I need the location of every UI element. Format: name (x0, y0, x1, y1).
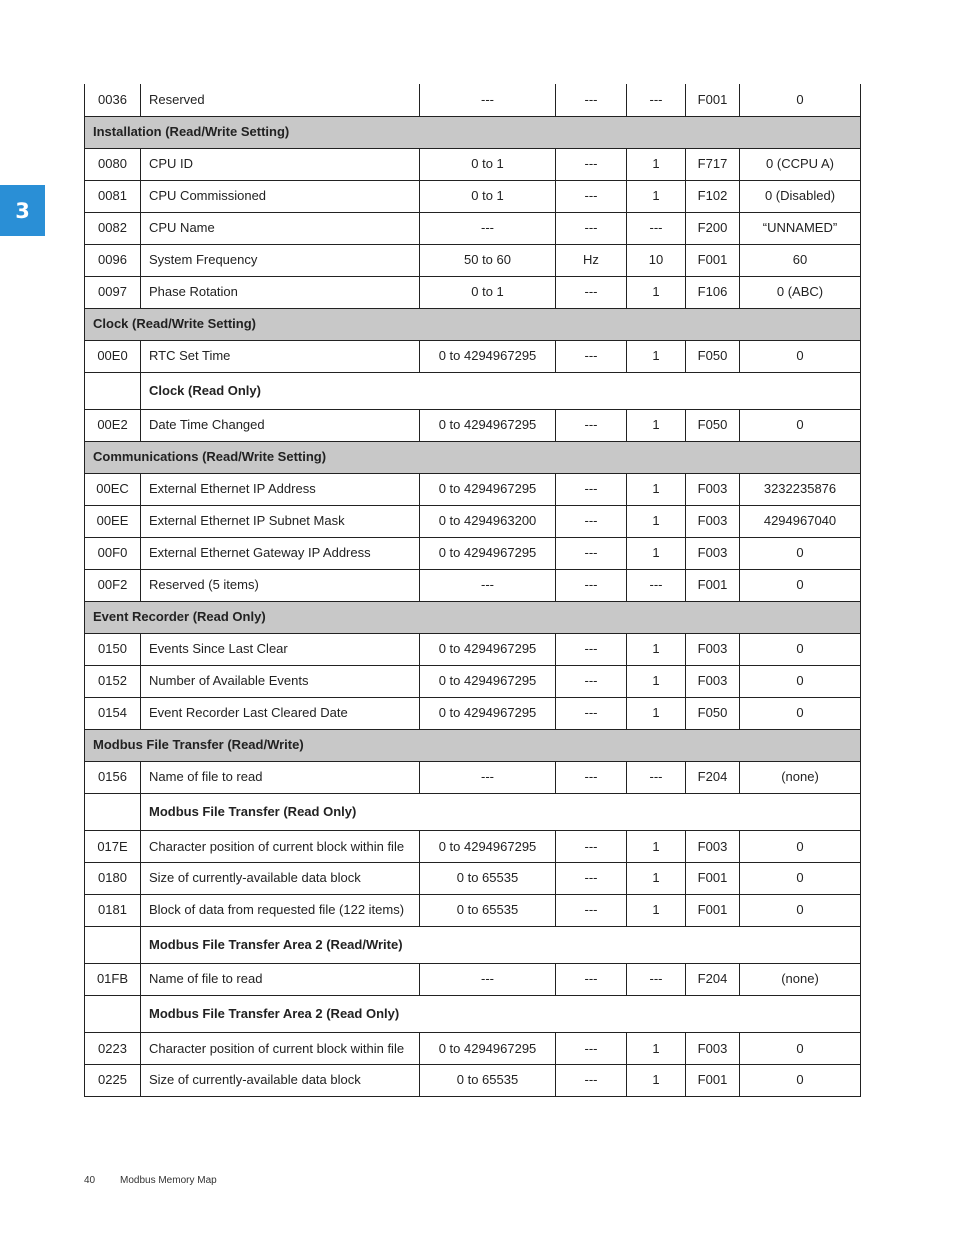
format-cell: F102 (686, 180, 740, 212)
range-cell: --- (420, 569, 556, 601)
format-cell: F001 (686, 244, 740, 276)
description-cell: Date Time Changed (141, 409, 420, 441)
default-cell: 0 (740, 537, 861, 569)
units-cell: --- (556, 84, 627, 116)
description-cell: System Frequency (141, 244, 420, 276)
format-cell: F003 (686, 473, 740, 505)
description-cell: Size of currently-available data block (141, 1064, 420, 1096)
default-cell: 0 (740, 697, 861, 729)
description-cell: CPU Commissioned (141, 180, 420, 212)
step-cell: 1 (627, 665, 686, 697)
table-row (85, 963, 861, 995)
table-row (85, 761, 861, 793)
table-row (85, 212, 861, 244)
table-row (85, 473, 861, 505)
description-cell: Reserved (5 items) (141, 569, 420, 601)
subsection-title: Modbus File Transfer Area 2 (Read/Write) (141, 926, 861, 963)
default-cell: 4294967040 (740, 505, 861, 537)
units-cell: --- (556, 473, 627, 505)
step-cell: 1 (627, 830, 686, 862)
table-row (85, 276, 861, 308)
description-cell: Number of Available Events (141, 665, 420, 697)
step-cell: 1 (627, 276, 686, 308)
modbus-memory-map-table (84, 84, 861, 1097)
description-cell: Events Since Last Clear (141, 633, 420, 665)
subsection-title: Modbus File Transfer (Read Only) (141, 793, 861, 830)
address-cell: 00F0 (85, 537, 141, 569)
format-cell: F050 (686, 409, 740, 441)
units-cell: Hz (556, 244, 627, 276)
subsection-title: Clock (Read Only) (141, 372, 861, 409)
section-title: Clock (Read/Write Setting) (85, 308, 861, 340)
format-cell: F003 (686, 633, 740, 665)
description-cell: Phase Rotation (141, 276, 420, 308)
units-cell: --- (556, 761, 627, 793)
range-cell: 0 to 4294967295 (420, 665, 556, 697)
table-row (85, 537, 861, 569)
address-cell: 01FB (85, 963, 141, 995)
format-cell: F106 (686, 276, 740, 308)
page-footer (84, 1175, 217, 1186)
table-row (85, 862, 861, 894)
description-cell: Name of file to read (141, 963, 420, 995)
format-cell: F050 (686, 697, 740, 729)
step-cell: 1 (627, 697, 686, 729)
format-cell: F001 (686, 1064, 740, 1096)
range-cell: 0 to 1 (420, 180, 556, 212)
section-header-row (85, 116, 861, 148)
default-cell: 3232235876 (740, 473, 861, 505)
default-cell: 0 (740, 569, 861, 601)
units-cell: --- (556, 409, 627, 441)
description-cell: RTC Set Time (141, 340, 420, 372)
address-cell: 0225 (85, 1064, 141, 1096)
step-cell: 1 (627, 537, 686, 569)
step-cell: 1 (627, 473, 686, 505)
range-cell: 0 to 4294967295 (420, 830, 556, 862)
range-cell: 0 to 4294967295 (420, 340, 556, 372)
empty-cell (85, 793, 141, 830)
units-cell: --- (556, 1032, 627, 1064)
step-cell: --- (627, 963, 686, 995)
description-cell: CPU ID (141, 148, 420, 180)
default-cell: 0 (740, 862, 861, 894)
table-row (85, 1032, 861, 1064)
address-cell: 0097 (85, 276, 141, 308)
table-row (85, 409, 861, 441)
units-cell: --- (556, 963, 627, 995)
default-cell: 0 (740, 409, 861, 441)
format-cell: F001 (686, 862, 740, 894)
address-cell: 0150 (85, 633, 141, 665)
section-header-row (85, 729, 861, 761)
address-cell: 0180 (85, 862, 141, 894)
range-cell: 0 to 4294967295 (420, 697, 556, 729)
section-header-row (85, 308, 861, 340)
description-cell: External Ethernet Gateway IP Address (141, 537, 420, 569)
format-cell: F001 (686, 894, 740, 926)
format-cell: F003 (686, 505, 740, 537)
address-cell: 0082 (85, 212, 141, 244)
address-cell: 0036 (85, 84, 141, 116)
table-row (85, 894, 861, 926)
format-cell: F003 (686, 665, 740, 697)
format-cell: F003 (686, 537, 740, 569)
description-cell: Name of file to read (141, 761, 420, 793)
step-cell: 1 (627, 862, 686, 894)
section-title: Installation (Read/Write Setting) (85, 116, 861, 148)
default-cell: 0 (740, 1064, 861, 1096)
table-row (85, 505, 861, 537)
format-cell: F204 (686, 761, 740, 793)
step-cell: --- (627, 212, 686, 244)
address-cell: 0154 (85, 697, 141, 729)
default-cell: 0 (740, 84, 861, 116)
step-cell: 1 (627, 633, 686, 665)
description-cell: Event Recorder Last Cleared Date (141, 697, 420, 729)
subsection-title: Modbus File Transfer Area 2 (Read Only) (141, 995, 861, 1032)
step-cell: 10 (627, 244, 686, 276)
default-cell: 0 (740, 340, 861, 372)
range-cell: 0 to 65535 (420, 1064, 556, 1096)
section-title: Modbus File Transfer (Read/Write) (85, 729, 861, 761)
range-cell: --- (420, 963, 556, 995)
description-cell: Block of data from requested file (122 items) (141, 894, 420, 926)
format-cell: F003 (686, 1032, 740, 1064)
units-cell: --- (556, 1064, 627, 1096)
table-row (85, 830, 861, 862)
units-cell: --- (556, 894, 627, 926)
format-cell: F717 (686, 148, 740, 180)
units-cell: --- (556, 340, 627, 372)
default-cell: 60 (740, 244, 861, 276)
table-row (85, 340, 861, 372)
range-cell: --- (420, 84, 556, 116)
chapter-tab: 3 (0, 185, 45, 236)
units-cell: --- (556, 569, 627, 601)
units-cell: --- (556, 633, 627, 665)
range-cell: --- (420, 212, 556, 244)
default-cell: 0 (740, 633, 861, 665)
default-cell: (none) (740, 761, 861, 793)
address-cell: 00F2 (85, 569, 141, 601)
footer-section-title: Modbus Memory Map (120, 1175, 217, 1186)
address-cell: 00E0 (85, 340, 141, 372)
step-cell: --- (627, 569, 686, 601)
table-row (85, 180, 861, 212)
description-cell: Character position of current block within file (141, 830, 420, 862)
range-cell: 0 to 4294967295 (420, 1032, 556, 1064)
table-row (85, 1064, 861, 1096)
units-cell: --- (556, 276, 627, 308)
format-cell: F003 (686, 830, 740, 862)
subsection-header-row (85, 926, 861, 963)
range-cell: 0 to 4294967295 (420, 473, 556, 505)
units-cell: --- (556, 212, 627, 244)
units-cell: --- (556, 148, 627, 180)
step-cell: 1 (627, 1032, 686, 1064)
description-cell: Size of currently-available data block (141, 862, 420, 894)
default-cell: (none) (740, 963, 861, 995)
range-cell: 0 to 1 (420, 148, 556, 180)
address-cell: 0152 (85, 665, 141, 697)
description-cell: Character position of current block within file (141, 1032, 420, 1064)
format-cell: F050 (686, 340, 740, 372)
table-row (85, 148, 861, 180)
units-cell: --- (556, 665, 627, 697)
units-cell: --- (556, 697, 627, 729)
range-cell: 0 to 65535 (420, 862, 556, 894)
default-cell: 0 (ABC) (740, 276, 861, 308)
units-cell: --- (556, 180, 627, 212)
default-cell: 0 (CCPU A) (740, 148, 861, 180)
address-cell: 00EE (85, 505, 141, 537)
address-cell: 00E2 (85, 409, 141, 441)
description-cell: External Ethernet IP Subnet Mask (141, 505, 420, 537)
empty-cell (85, 372, 141, 409)
description-cell: CPU Name (141, 212, 420, 244)
table-row (85, 84, 861, 116)
table-row (85, 569, 861, 601)
default-cell: 0 (740, 830, 861, 862)
units-cell: --- (556, 537, 627, 569)
address-cell: 0223 (85, 1032, 141, 1064)
empty-cell (85, 995, 141, 1032)
format-cell: F001 (686, 569, 740, 601)
table-row (85, 697, 861, 729)
step-cell: --- (627, 761, 686, 793)
step-cell: 1 (627, 505, 686, 537)
address-cell: 0096 (85, 244, 141, 276)
default-cell: 0 (Disabled) (740, 180, 861, 212)
default-cell: 0 (740, 894, 861, 926)
range-cell: 50 to 60 (420, 244, 556, 276)
page-number: 40 (84, 1175, 96, 1186)
address-cell: 0156 (85, 761, 141, 793)
step-cell: 1 (627, 340, 686, 372)
section-header-row (85, 441, 861, 473)
subsection-header-row (85, 372, 861, 409)
subsection-header-row (85, 793, 861, 830)
section-header-row (85, 601, 861, 633)
units-cell: --- (556, 505, 627, 537)
step-cell: 1 (627, 894, 686, 926)
step-cell: 1 (627, 409, 686, 441)
units-cell: --- (556, 830, 627, 862)
table-row (85, 244, 861, 276)
section-title: Event Recorder (Read Only) (85, 601, 861, 633)
range-cell: 0 to 4294967295 (420, 409, 556, 441)
address-cell: 0081 (85, 180, 141, 212)
address-cell: 00EC (85, 473, 141, 505)
description-cell: Reserved (141, 84, 420, 116)
default-cell: 0 (740, 665, 861, 697)
range-cell: 0 to 65535 (420, 894, 556, 926)
section-title: Communications (Read/Write Setting) (85, 441, 861, 473)
range-cell: 0 to 4294967295 (420, 537, 556, 569)
range-cell: 0 to 1 (420, 276, 556, 308)
units-cell: --- (556, 862, 627, 894)
step-cell: --- (627, 84, 686, 116)
table-row (85, 665, 861, 697)
subsection-header-row (85, 995, 861, 1032)
format-cell: F200 (686, 212, 740, 244)
format-cell: F204 (686, 963, 740, 995)
table-row (85, 633, 861, 665)
address-cell: 017E (85, 830, 141, 862)
step-cell: 1 (627, 1064, 686, 1096)
address-cell: 0080 (85, 148, 141, 180)
empty-cell (85, 926, 141, 963)
range-cell: 0 to 4294967295 (420, 633, 556, 665)
default-cell: 0 (740, 1032, 861, 1064)
default-cell: “UNNAMED” (740, 212, 861, 244)
step-cell: 1 (627, 180, 686, 212)
address-cell: 0181 (85, 894, 141, 926)
range-cell: --- (420, 761, 556, 793)
format-cell: F001 (686, 84, 740, 116)
step-cell: 1 (627, 148, 686, 180)
description-cell: External Ethernet IP Address (141, 473, 420, 505)
range-cell: 0 to 4294963200 (420, 505, 556, 537)
